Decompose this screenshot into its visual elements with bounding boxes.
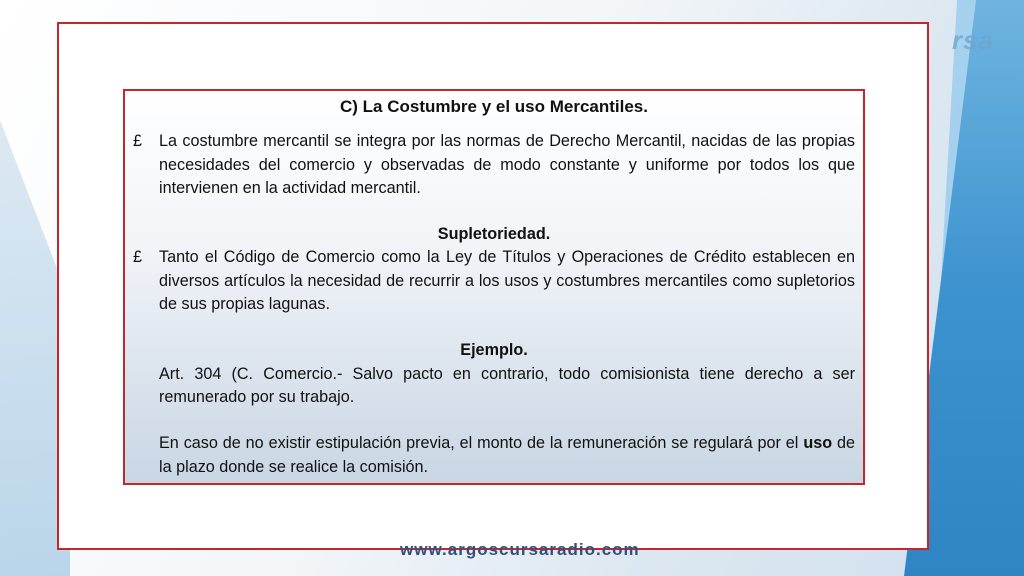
- paragraph-4-bold-word: uso: [803, 434, 833, 453]
- paragraph-1: La costumbre mercantil se integra por las normas de Derecho Mercantil, nacidas de las propias necesidades del comercio y observadas de modo constante y uniforme por todos los que intervienen en la actividad mercantil.: [159, 132, 855, 197]
- content-box: [123, 89, 865, 485]
- bullet-marker: £: [133, 132, 143, 151]
- slide-title: C) La Costumbre y el uso Mercantiles.: [340, 97, 648, 116]
- heading-ejemplo: Ejemplo.: [460, 341, 528, 360]
- bullet-paragraph-1: [133, 130, 855, 200]
- paragraph-4: [133, 432, 855, 479]
- bullet-paragraph-2: [133, 246, 855, 316]
- paragraph-2: Tanto el Código de Comercio como la Ley de Títulos y Operaciones de Crédito establecen en diversos artículos la necesidad de recurrir a los usos y costumbres mercantiles como supletorios de sus propias lagunas.: [159, 248, 855, 314]
- bullet-marker: £: [133, 248, 143, 267]
- logo: rsa: [951, 25, 994, 55]
- paragraph-3: Art. 304 (C. Comercio.- Salvo pacto en contrario, todo comisionista tiene derecho a ser remunerado por su trabajo.: [159, 364, 855, 406]
- heading-supletoriedad: Supletoriedad.: [437, 225, 551, 244]
- website-watermark: www.argoscursaradio.com: [400, 540, 640, 559]
- paragraph-4-part-1: En caso de no existir estipulación previa, el monto de la remuneración se regulará por el: [159, 434, 804, 453]
- paragraph-4-part-2: de la plazo donde se realice la comisión.: [159, 434, 855, 476]
